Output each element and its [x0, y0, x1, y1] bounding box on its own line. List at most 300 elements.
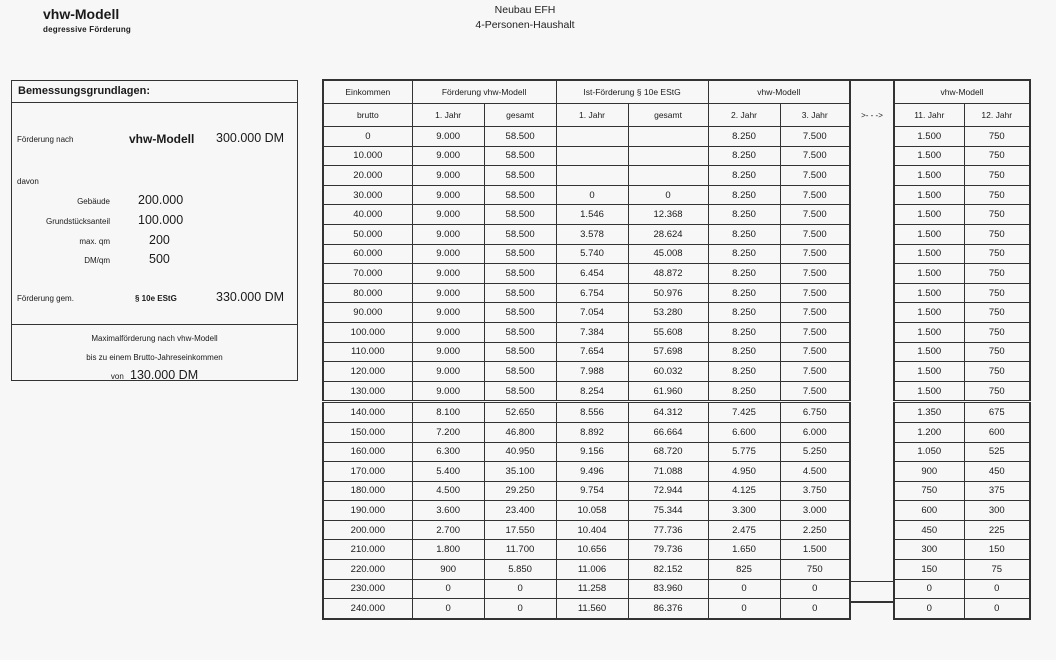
cell-vhw-gesamt: 58.500: [484, 224, 556, 244]
table-row: [894, 303, 1030, 323]
basis-box: [11, 80, 298, 381]
cell-jahr11: 1.500: [894, 244, 964, 264]
table-row: [894, 481, 1030, 501]
table-row: [894, 166, 1030, 186]
table-row: [894, 462, 1030, 482]
table-row: [323, 264, 850, 284]
cell-vhw-jahr1: 9.000: [412, 322, 484, 342]
table-row: [894, 501, 1030, 521]
cell-jahr11: 300: [894, 540, 964, 560]
cell-jahr12: 675: [964, 402, 1030, 423]
cell-vhw-jahr1: 9.000: [412, 362, 484, 382]
cell-jahr12: 750: [964, 224, 1030, 244]
cell-ist-gesamt: 55.608: [628, 322, 708, 342]
cell-jahr2: 8.250: [708, 146, 780, 166]
table-row: [323, 146, 850, 166]
cell-vhw-gesamt: 0: [484, 579, 556, 599]
cell-ist-jahr1: 7.054: [556, 303, 628, 323]
maxqm-value: 200: [149, 233, 170, 247]
cell-ist-gesamt: 79.736: [628, 540, 708, 560]
table-row: [323, 560, 850, 580]
cell-ist-jahr1: 1.546: [556, 205, 628, 225]
cell-vhw-jahr1: 1.800: [412, 540, 484, 560]
arrow-column-last-row-divider: [851, 581, 893, 582]
cell-jahr11: 150: [894, 560, 964, 580]
cell-einkommen-brutto: 200.000: [323, 520, 412, 540]
cell-ist-gesamt: 66.664: [628, 422, 708, 442]
table-row: [894, 520, 1030, 540]
cell-jahr11: 1.500: [894, 362, 964, 382]
header-jahr3: 3. Jahr: [780, 104, 850, 127]
cell-einkommen-brutto: 90.000: [323, 303, 412, 323]
cell-ist-gesamt: 77.736: [628, 520, 708, 540]
cell-vhw-gesamt: 11.700: [484, 540, 556, 560]
cell-einkommen-brutto: 240.000: [323, 599, 412, 619]
cell-einkommen-brutto: 10.000: [323, 146, 412, 166]
table-row: [323, 127, 850, 147]
table-row: [323, 599, 850, 619]
cell-jahr12: 375: [964, 481, 1030, 501]
cell-jahr12: 750: [964, 362, 1030, 382]
cell-jahr3: 0: [780, 599, 850, 619]
header-brutto: brutto: [323, 104, 412, 127]
cell-vhw-jahr1: 9.000: [412, 244, 484, 264]
header-ist-jahr1: 1. Jahr: [556, 104, 628, 127]
cell-ist-gesamt: 53.280: [628, 303, 708, 323]
note-line2: bis zu einem Brutto-Jahreseinkommen: [86, 353, 223, 362]
cell-jahr3: 7.500: [780, 303, 850, 323]
cell-vhw-jahr1: 9.000: [412, 185, 484, 205]
cell-vhw-gesamt: 5.850: [484, 560, 556, 580]
cell-vhw-jahr1: 9.000: [412, 166, 484, 186]
cell-jahr3: 4.500: [780, 462, 850, 482]
dmqm-label: DM/qm: [84, 256, 110, 265]
cell-ist-jahr1: [556, 146, 628, 166]
cell-einkommen-brutto: 110.000: [323, 342, 412, 362]
table-row: [323, 224, 850, 244]
cell-jahr3: 7.500: [780, 185, 850, 205]
cell-einkommen-brutto: 180.000: [323, 481, 412, 501]
cell-jahr2: 8.250: [708, 224, 780, 244]
header-jahr12: 12. Jahr: [964, 104, 1030, 127]
maxqm-label: max. qm: [79, 237, 110, 246]
table-row: [894, 381, 1030, 402]
table-row: [894, 422, 1030, 442]
cell-jahr12: 750: [964, 205, 1030, 225]
cell-jahr2: 8.250: [708, 381, 780, 402]
cell-vhw-gesamt: 58.500: [484, 264, 556, 284]
cell-jahr3: 7.500: [780, 127, 850, 147]
cell-einkommen-brutto: 70.000: [323, 264, 412, 284]
table-row: [894, 362, 1030, 382]
cell-ist-gesamt: 0: [628, 185, 708, 205]
cell-jahr3: 7.500: [780, 322, 850, 342]
header-vhw-modell-b: vhw-Modell: [894, 80, 1030, 104]
cell-jahr3: 0: [780, 579, 850, 599]
cell-ist-jahr1: 7.654: [556, 342, 628, 362]
cell-einkommen-brutto: 150.000: [323, 422, 412, 442]
table-row: [894, 599, 1030, 619]
cell-vhw-gesamt: 29.250: [484, 481, 556, 501]
cell-jahr12: 750: [964, 381, 1030, 402]
cell-vhw-gesamt: 58.500: [484, 166, 556, 186]
cell-jahr2: 4.950: [708, 462, 780, 482]
gebaeude-label: Gebäude: [77, 197, 110, 206]
cell-jahr2: 8.250: [708, 303, 780, 323]
gebaeude-value: 200.000: [138, 193, 184, 207]
cell-ist-gesamt: 28.624: [628, 224, 708, 244]
cell-vhw-gesamt: 58.500: [484, 244, 556, 264]
table-row: [894, 185, 1030, 205]
cell-jahr12: 0: [964, 579, 1030, 599]
cell-vhw-gesamt: 0: [484, 599, 556, 619]
header-vhw-jahr1: 1. Jahr: [412, 104, 484, 127]
cell-jahr12: 750: [964, 342, 1030, 362]
cell-vhw-gesamt: 52.650: [484, 402, 556, 423]
cell-ist-jahr1: 5.740: [556, 244, 628, 264]
cell-vhw-gesamt: 17.550: [484, 520, 556, 540]
cell-jahr3: 7.500: [780, 146, 850, 166]
grundstueck-value: 100.000: [138, 213, 184, 227]
table-row: [323, 540, 850, 560]
cell-jahr3: 7.500: [780, 166, 850, 186]
table-row: [323, 166, 850, 186]
table-row: [894, 146, 1030, 166]
cell-ist-jahr1: 10.058: [556, 501, 628, 521]
header-ist-foerderung: Ist-Förderung § 10e EStG: [556, 80, 708, 104]
cell-ist-gesamt: 60.032: [628, 362, 708, 382]
header-ist-gesamt: gesamt: [628, 104, 708, 127]
cell-einkommen-brutto: 190.000: [323, 501, 412, 521]
cell-vhw-jahr1: 9.000: [412, 264, 484, 284]
right-group-header-row: [894, 80, 1030, 104]
cell-jahr3: 3.750: [780, 481, 850, 501]
cell-vhw-jahr1: 900: [412, 560, 484, 580]
cell-jahr2: 7.425: [708, 402, 780, 423]
cell-vhw-gesamt: 40.950: [484, 442, 556, 462]
cell-jahr3: 2.250: [780, 520, 850, 540]
cell-jahr11: 1.500: [894, 205, 964, 225]
cell-ist-jahr1: 8.254: [556, 381, 628, 402]
cell-jahr2: 8.250: [708, 185, 780, 205]
cell-jahr2: 4.125: [708, 481, 780, 501]
cell-jahr3: 5.250: [780, 442, 850, 462]
cell-einkommen-brutto: 100.000: [323, 322, 412, 342]
table-row: [894, 560, 1030, 580]
cell-vhw-jahr1: 0: [412, 579, 484, 599]
cell-jahr12: 750: [964, 127, 1030, 147]
cell-jahr2: 8.250: [708, 283, 780, 303]
cell-ist-jahr1: 9.754: [556, 481, 628, 501]
cell-ist-gesamt: 45.008: [628, 244, 708, 264]
cell-jahr11: 1.050: [894, 442, 964, 462]
cell-vhw-jahr1: 9.000: [412, 127, 484, 147]
table-row: [323, 381, 850, 402]
grundstueck-label: Grundstücksanteil: [45, 217, 110, 226]
cell-jahr12: 150: [964, 540, 1030, 560]
document-subtitle: degressive Förderung: [43, 25, 132, 34]
table-row: [323, 283, 850, 303]
cell-einkommen-brutto: 30.000: [323, 185, 412, 205]
basis-divider: [12, 324, 297, 325]
cell-vhw-jahr1: 8.100: [412, 402, 484, 423]
foerderung-table: [322, 79, 851, 620]
table-row: [894, 402, 1030, 423]
cell-ist-gesamt: 48.872: [628, 264, 708, 284]
cell-einkommen-brutto: 130.000: [323, 381, 412, 402]
cell-jahr12: 225: [964, 520, 1030, 540]
cell-jahr12: 525: [964, 442, 1030, 462]
table-row: [323, 462, 850, 482]
cell-einkommen-brutto: 160.000: [323, 442, 412, 462]
cell-einkommen-brutto: 230.000: [323, 579, 412, 599]
cell-jahr2: 8.250: [708, 127, 780, 147]
cell-ist-gesamt: 71.088: [628, 462, 708, 482]
cell-jahr3: 6.000: [780, 422, 850, 442]
center-heading-line1: Neubau EFH: [494, 4, 556, 16]
cell-vhw-jahr1: 0: [412, 599, 484, 619]
arrow-indicator: >- - ->: [861, 111, 883, 120]
cell-ist-gesamt: 57.698: [628, 342, 708, 362]
cell-vhw-gesamt: 23.400: [484, 501, 556, 521]
cell-jahr11: 1.500: [894, 264, 964, 284]
cell-vhw-gesamt: 58.500: [484, 146, 556, 166]
cell-jahr11: 0: [894, 579, 964, 599]
cell-jahr3: 6.750: [780, 402, 850, 423]
cell-vhw-gesamt: 58.500: [484, 283, 556, 303]
cell-vhw-gesamt: 35.100: [484, 462, 556, 482]
cell-ist-gesamt: 61.960: [628, 381, 708, 402]
cell-vhw-gesamt: 58.500: [484, 205, 556, 225]
cell-jahr3: 7.500: [780, 342, 850, 362]
cell-ist-gesamt: 68.720: [628, 442, 708, 462]
header-jahr11: 11. Jahr: [894, 104, 964, 127]
cell-jahr2: 0: [708, 579, 780, 599]
cell-ist-jahr1: 11.258: [556, 579, 628, 599]
table-row: [323, 481, 850, 501]
table-row: [323, 402, 850, 423]
cell-jahr11: 750: [894, 481, 964, 501]
table-row: [894, 442, 1030, 462]
cell-jahr3: 7.500: [780, 244, 850, 264]
cell-ist-gesamt: 64.312: [628, 402, 708, 423]
foerderung-nach-value: 300.000 DM: [216, 131, 285, 145]
cell-jahr11: 1.350: [894, 402, 964, 423]
cell-ist-gesamt: [628, 127, 708, 147]
table-sub-header-row: [323, 104, 850, 127]
cell-ist-gesamt: 75.344: [628, 501, 708, 521]
cell-jahr2: 5.775: [708, 442, 780, 462]
cell-ist-gesamt: 82.152: [628, 560, 708, 580]
cell-ist-jahr1: 0: [556, 185, 628, 205]
cell-ist-jahr1: 8.556: [556, 402, 628, 423]
table-row: [323, 185, 850, 205]
table-row: [894, 205, 1030, 225]
cell-jahr12: 750: [964, 185, 1030, 205]
cell-jahr2: 8.250: [708, 205, 780, 225]
cell-jahr2: 3.300: [708, 501, 780, 521]
note-line1: Maximalförderung nach vhw-Modell: [91, 334, 218, 343]
cell-jahr11: 1.500: [894, 127, 964, 147]
cell-jahr12: 750: [964, 264, 1030, 284]
cell-ist-jahr1: 9.496: [556, 462, 628, 482]
cell-ist-jahr1: 6.454: [556, 264, 628, 284]
cell-jahr12: 0: [964, 599, 1030, 619]
table-row: [323, 442, 850, 462]
cell-jahr11: 1.500: [894, 283, 964, 303]
cell-ist-gesamt: 83.960: [628, 579, 708, 599]
cell-vhw-jahr1: 9.000: [412, 146, 484, 166]
cell-vhw-gesamt: 46.800: [484, 422, 556, 442]
foerderung-gem-paragraph: § 10e EStG: [135, 294, 177, 303]
cell-jahr12: 600: [964, 422, 1030, 442]
table-row: [894, 342, 1030, 362]
cell-jahr2: 1.650: [708, 540, 780, 560]
cell-einkommen-brutto: 80.000: [323, 283, 412, 303]
cell-jahr2: 8.250: [708, 166, 780, 186]
cell-einkommen-brutto: 60.000: [323, 244, 412, 264]
cell-jahr11: 1.500: [894, 381, 964, 402]
cell-jahr12: 750: [964, 283, 1030, 303]
header-jahr2: 2. Jahr: [708, 104, 780, 127]
cell-jahr11: 600: [894, 501, 964, 521]
cell-vhw-gesamt: 58.500: [484, 322, 556, 342]
cell-jahr2: 2.475: [708, 520, 780, 540]
note-line3: [12, 368, 297, 382]
cell-jahr3: 7.500: [780, 362, 850, 382]
table-row: [323, 579, 850, 599]
header-vhw-modell-a: vhw-Modell: [708, 80, 850, 104]
cell-ist-jahr1: 10.404: [556, 520, 628, 540]
cell-ist-jahr1: [556, 127, 628, 147]
cell-einkommen-brutto: 220.000: [323, 560, 412, 580]
cell-vhw-gesamt: 58.500: [484, 127, 556, 147]
cell-jahr2: 8.250: [708, 264, 780, 284]
cell-jahr12: 750: [964, 244, 1030, 264]
cell-vhw-jahr1: 3.600: [412, 501, 484, 521]
cell-vhw-gesamt: 58.500: [484, 303, 556, 323]
basis-heading: Bemessungsgrundlagen:: [12, 81, 297, 103]
cell-jahr11: 0: [894, 599, 964, 619]
cell-einkommen-brutto: 170.000: [323, 462, 412, 482]
cell-einkommen-brutto: 40.000: [323, 205, 412, 225]
document-title: vhw-Modell: [43, 6, 120, 22]
cell-ist-jahr1: 6.754: [556, 283, 628, 303]
cell-jahr3: 1.500: [780, 540, 850, 560]
cell-ist-gesamt: 50.976: [628, 283, 708, 303]
cell-jahr2: 8.250: [708, 342, 780, 362]
table-row: [894, 540, 1030, 560]
davon-label: davon: [17, 177, 39, 186]
table-row: [894, 224, 1030, 244]
table-row: [894, 264, 1030, 284]
cell-jahr2: 825: [708, 560, 780, 580]
cell-ist-jahr1: 3.578: [556, 224, 628, 244]
cell-vhw-jahr1: 9.000: [412, 224, 484, 244]
table-row: [894, 127, 1030, 147]
cell-vhw-jahr1: 6.300: [412, 442, 484, 462]
cell-vhw-jahr1: 5.400: [412, 462, 484, 482]
foerderung-table-later-years: [893, 79, 1031, 620]
cell-vhw-jahr1: 2.700: [412, 520, 484, 540]
cell-vhw-jahr1: 9.000: [412, 205, 484, 225]
cell-einkommen-brutto: 20.000: [323, 166, 412, 186]
cell-vhw-jahr1: 9.000: [412, 283, 484, 303]
cell-jahr11: 1.500: [894, 166, 964, 186]
cell-jahr12: 450: [964, 462, 1030, 482]
cell-ist-jahr1: 10.656: [556, 540, 628, 560]
cell-einkommen-brutto: 120.000: [323, 362, 412, 382]
table-row: [323, 422, 850, 442]
table-row: [894, 283, 1030, 303]
header-einkommen: Einkommen: [323, 80, 412, 104]
cell-jahr11: 450: [894, 520, 964, 540]
table-row: [323, 362, 850, 382]
table-row: [323, 342, 850, 362]
table-row: [894, 322, 1030, 342]
cell-jahr2: 0: [708, 599, 780, 619]
cell-jahr12: 750: [964, 166, 1030, 186]
cell-jahr11: 1.500: [894, 185, 964, 205]
cell-einkommen-brutto: 140.000: [323, 402, 412, 423]
right-sub-header-row: [894, 104, 1030, 127]
cell-jahr3: 7.500: [780, 381, 850, 402]
cell-jahr11: 900: [894, 462, 964, 482]
cell-vhw-jahr1: 4.500: [412, 481, 484, 501]
note-von: von: [110, 372, 124, 381]
cell-ist-gesamt: 86.376: [628, 599, 708, 619]
foerderung-nach-label: Förderung nach: [17, 135, 74, 144]
cell-ist-gesamt: [628, 146, 708, 166]
cell-ist-gesamt: 12.368: [628, 205, 708, 225]
cell-jahr3: 7.500: [780, 283, 850, 303]
cell-einkommen-brutto: 0: [323, 127, 412, 147]
cell-vhw-jahr1: 9.000: [412, 381, 484, 402]
table-row: [894, 579, 1030, 599]
cell-jahr3: 7.500: [780, 224, 850, 244]
cell-vhw-jahr1: 9.000: [412, 342, 484, 362]
cell-ist-jahr1: 9.156: [556, 442, 628, 462]
cell-ist-jahr1: 7.384: [556, 322, 628, 342]
cell-jahr2: 8.250: [708, 322, 780, 342]
table-group-header-row: [323, 80, 850, 104]
cell-vhw-gesamt: 58.500: [484, 342, 556, 362]
cell-jahr11: 1.500: [894, 342, 964, 362]
cell-ist-jahr1: [556, 166, 628, 186]
table-row: [323, 303, 850, 323]
cell-jahr11: 1.200: [894, 422, 964, 442]
cell-jahr11: 1.500: [894, 322, 964, 342]
cell-ist-jahr1: 7.988: [556, 362, 628, 382]
cell-ist-jahr1: 8.892: [556, 422, 628, 442]
cell-einkommen-brutto: 210.000: [323, 540, 412, 560]
cell-jahr11: 1.500: [894, 303, 964, 323]
cell-ist-jahr1: 11.560: [556, 599, 628, 619]
cell-ist-gesamt: 72.944: [628, 481, 708, 501]
cell-jahr12: 300: [964, 501, 1030, 521]
note-value: 130.000 DM: [130, 368, 199, 382]
cell-jahr2: 8.250: [708, 362, 780, 382]
cell-jahr3: 750: [780, 560, 850, 580]
cell-vhw-jahr1: 7.200: [412, 422, 484, 442]
cell-jahr3: 3.000: [780, 501, 850, 521]
cell-jahr12: 75: [964, 560, 1030, 580]
table-row: [323, 322, 850, 342]
header-vhw-gesamt: gesamt: [484, 104, 556, 127]
cell-vhw-gesamt: 58.500: [484, 381, 556, 402]
table-row: [323, 244, 850, 264]
table-row: [323, 520, 850, 540]
